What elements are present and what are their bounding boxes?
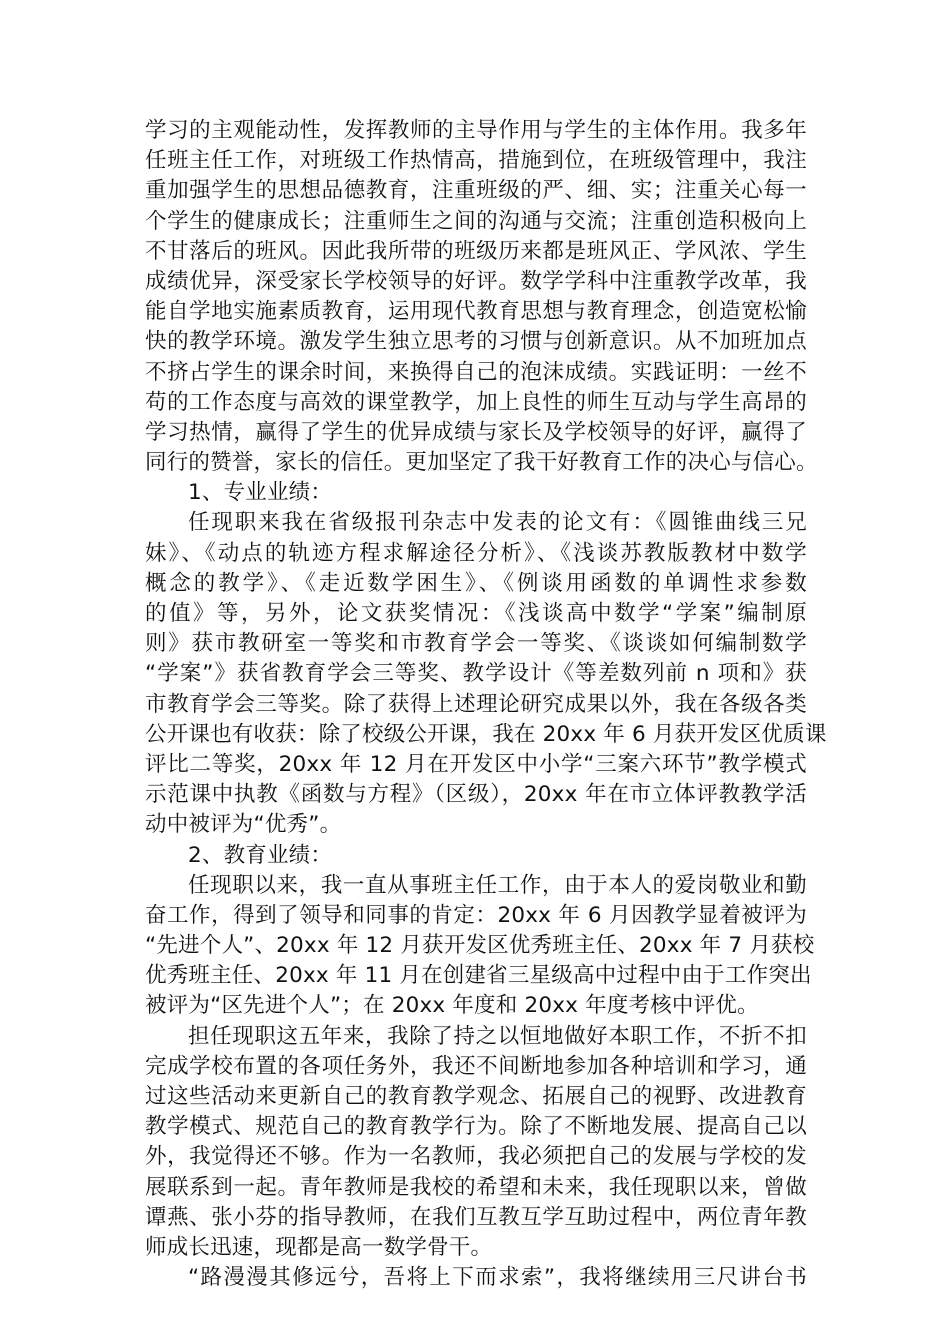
text-line: 完成学校布置的各项任务外，我还不间断地参加各种培训和学习，通 [145,1053,807,1079]
text-line: 学习热情，赢得了学生的优异成绩与家长及学校领导的好评，赢得了 [145,419,807,445]
text-line: 过这些活动来更新自己的教育教学观念、拓展自己的视野、改进教育 [145,1084,807,1109]
section-heading-education: 2、教育业绩： [188,842,333,868]
text-line: 被评为“区先进个人”；在 20xx 年度和 20xx 年度考核中评优。 [145,993,759,1019]
text-line: 教学模式、规范自己的教育教学行为。除了不断地发展、提高自己以 [145,1114,807,1140]
text-line: 任现职来我在省级报刊杂志中发表的论文有：《圆锥曲线三兄 [188,510,807,536]
text-line: “学案”》获省教育学会三等奖、教学设计《等差数列前 n 项和》获 [145,661,807,687]
text-line: 展联系到一起。青年教师是我校的希望和未来，我任现职以来，曾做 [145,1174,807,1200]
text-line: 担任现职这五年来，我除了持之以恒地做好本职工作，不折不扣 [188,1023,807,1049]
text-line: 不挤占学生的课余时间，来换得自己的泡沫成绩。实践证明：一丝不 [145,359,807,385]
text-line: 苟的工作态度与高效的课堂教学，加上良性的师生互动与学生高昂的 [145,389,807,415]
text-line: 的值》等，另外，论文获奖情况：《浅谈高中数学“学案”编制原 [145,601,807,626]
text-line: 能自学地实施素质教育，运用现代教育思想与教育理念，创造宽松愉 [145,299,807,325]
text-line: “先进个人”、20xx 年 12 月获开发区优秀班主任、20xx 年 7 月获校 [145,933,815,959]
paragraph-p1 [145,116,818,478]
paragraph-p2 [145,508,827,840]
text-line: 任班主任工作，对班级工作热情高，措施到位，在班级管理中，我注 [145,148,807,174]
text-line: 市教育学会三等奖。除了获得上述理论研究成果以外，我在各级各类 [145,691,807,717]
paragraph-p5 [145,1263,807,1293]
text-line: 不甘落后的班风。因此我所带的班级历来都是班风正、学风浓、学生 [145,238,807,264]
section-heading-professional: 1、专业业绩： [188,480,333,506]
text-line: 学习的主观能动性，发挥教师的主导作用与学生的主体作用。我多年 [145,118,807,143]
text-line: 快的教学环境。激发学生独立思考的习惯与创新意识。从不加班加点 [145,329,807,355]
text-line: “路漫漫其修远兮，吾将上下而求索”，我将继续用三尺讲台书 [188,1265,807,1291]
text-line: 评比二等奖，20xx 年 12 月在开发区中小学“三案六环节”教学模式 [145,751,807,777]
text-line: 外，我觉得还不够。作为一名教师，我必须把自己的发展与学校的发 [145,1144,807,1170]
text-line: 个学生的健康成长；注重师生之间的沟通与交流；注重创造积极向上 [145,208,807,234]
text-line: 成绩优异，深受家长学校领导的好评。数学学科中注重教学改革，我 [145,268,807,294]
text-line: 谭燕、张小芬的指导教师，在我们互教互学互助过程中，两位青年教 [145,1204,807,1230]
text-line: 同行的赞誉，家长的信任。更加坚定了我干好教育工作的决心与信心。 [145,450,818,476]
text-line: 优秀班主任、20xx 年 11 月在创建省三星级高中过程中由于工作突出 [145,963,812,989]
text-line: 动中被评为“优秀”。 [145,812,342,838]
text-line: 则》获市教研室一等奖和市教育学会一等奖、《谈谈如何编制数学 [145,631,807,657]
text-line: 奋工作，得到了领导和同事的肯定：20xx 年 6 月因教学显着被评为 [145,902,807,928]
text-line: 概念的教学》、《走近数学困生》、《例谈用函数的单调性求参数 [145,570,807,596]
text-line: 示范课中执教《函数与方程》（区级），20xx 年在市立体评教教学活 [145,782,807,808]
text-line: 师成长迅速，现都是高一数学骨干。 [145,1234,493,1260]
text-line: 重加强学生的思想品德教育，注重班级的严、细、实；注重关心每一 [145,178,807,204]
document-page [145,116,827,1293]
text-line: 妹》、《动点的轨迹方程求解途径分析》、《浅谈苏教版教材中数学 [145,540,807,566]
text-line: 公开课也有收获：除了校级公开课，我在 20xx 年 6 月获开发区优质课 [145,721,827,747]
paragraph-p3 [145,871,815,1022]
paragraph-p4 [145,1022,807,1264]
text-line: 任现职以来，我一直从事班主任工作，由于本人的爱岗敬业和勤 [188,872,807,898]
